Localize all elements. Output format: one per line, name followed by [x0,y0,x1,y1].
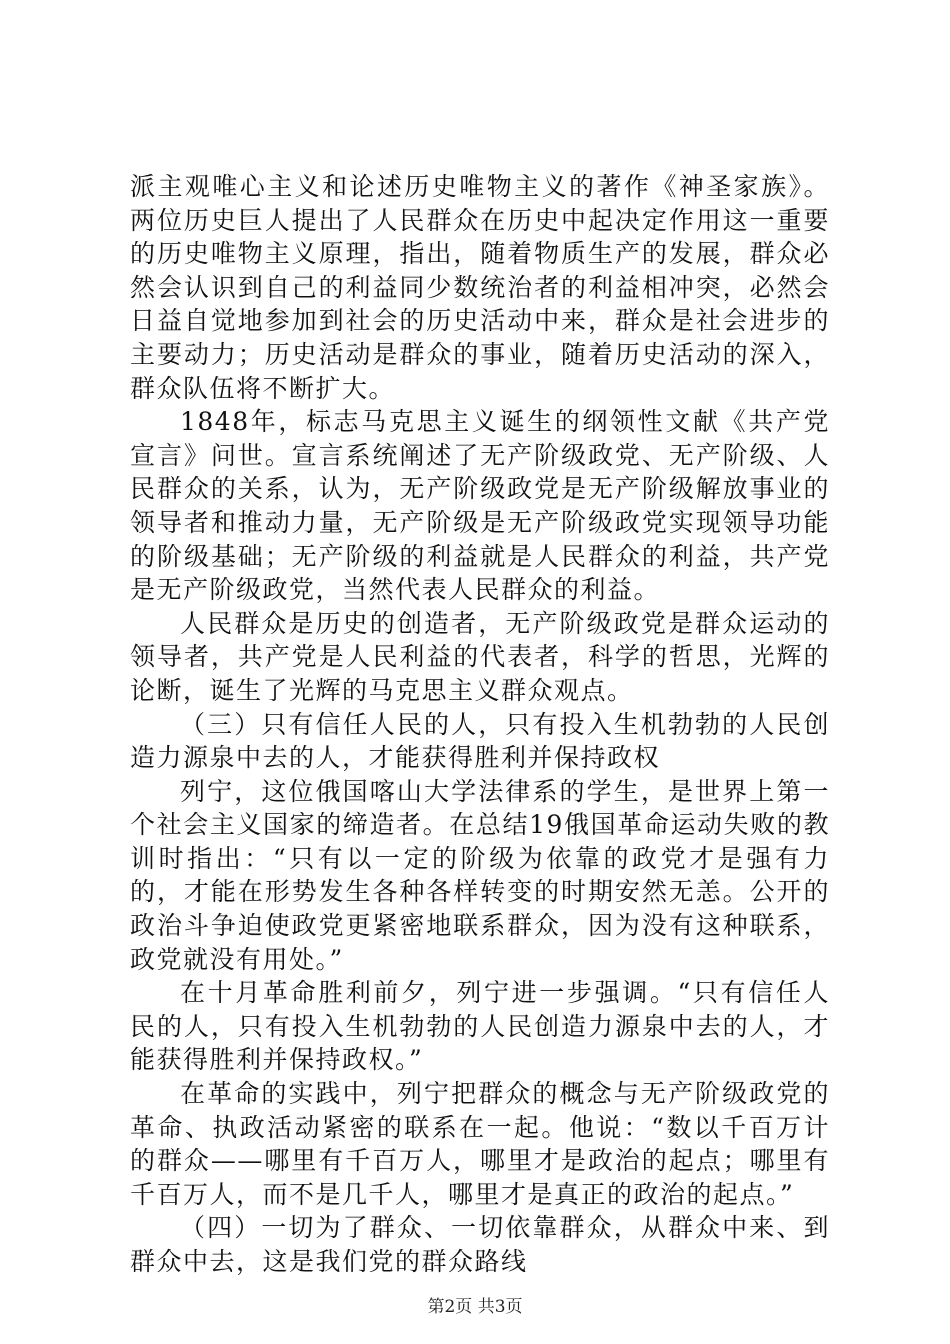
section-heading-three: （三）只有信任人民的人，只有投入生机勃勃的人民创造力源泉中去的人，才能获得胜利并保持政权 [130,709,830,773]
paragraph-masses-viewpoint: 人民群众是历史的创造者，无产阶级政党是群众运动的领导者，共产党是人民利益的代表者，科学的哲思，光辉的论断，诞生了光辉的马克思主义群众观点。 [130,608,830,705]
section-heading-four: （四）一切为了群众、一切依靠群众，从群众中来、到群众中去，这是我们党的群众路线 [130,1213,830,1276]
paragraph-october-revolution: 在十月革命胜利前夕，列宁进一步强调。“只有信任人民的人，只有投入生机勃勃的人民创造力源泉中去的人，才能获得胜利并保持政权。” [130,978,830,1075]
paragraph-lenin-intro: 列宁，这位俄国喀山大学法律系的学生，是世界上第一个社会主义国家的缔造者。在总结19俄国革命运动失败的教训时指出：“只有以一定的阶级为依靠的政党才是强有力的，才能在形势发生各种各样转变的时期安然无恙。公开的政治斗争迫使政党更紧密地联系群众，因为没有这种联系，政党就没有用处。” [130,776,830,974]
paragraph-continuation: 派主观唯心主义和论述历史唯物主义的著作《神圣家族》。两位历史巨人提出了人民群众在历史中起决定作用这一重要的历史唯物主义原理，指出，随着物质生产的发展，群众必然会认识到自己的利益同少数统治者的利益相冲突，必然会日益自觉地参加到社会的历史活动中来，群众是社会进步的主要动力；历史活动是群众的事业，随着历史活动的深入，群众队伍将不断扩大。 [130,172,830,403]
document-body [130,170,830,1279]
page-number-footer: 第2页 共3页 [427,1297,523,1317]
paragraph-revolutionary-practice: 在革命的实践中，列宁把群众的概念与无产阶级政党的革命、执政活动紧密的联系在一起。他说：“数以千百万计的群众——哪里有千百万人，哪里才是政治的起点；哪里有千百万人，而不是几千人，哪里才是真正的政治的起点。” [130,1079,830,1209]
paragraph-communist-manifesto: 1848年，标志马克思主义诞生的纲领性文献《共产党宣言》问世。宣言系统阐述了无产阶级政党、无产阶级、人民群众的关系，认为，无产阶级政党是无产阶级解放事业的领导者和推动力量，无产阶级是无产阶级政党实现领导功能的阶级基础；无产阶级的利益就是人民群众的利益，共产党是无产阶级政党，当然代表人民群众的利益。 [130,407,830,605]
